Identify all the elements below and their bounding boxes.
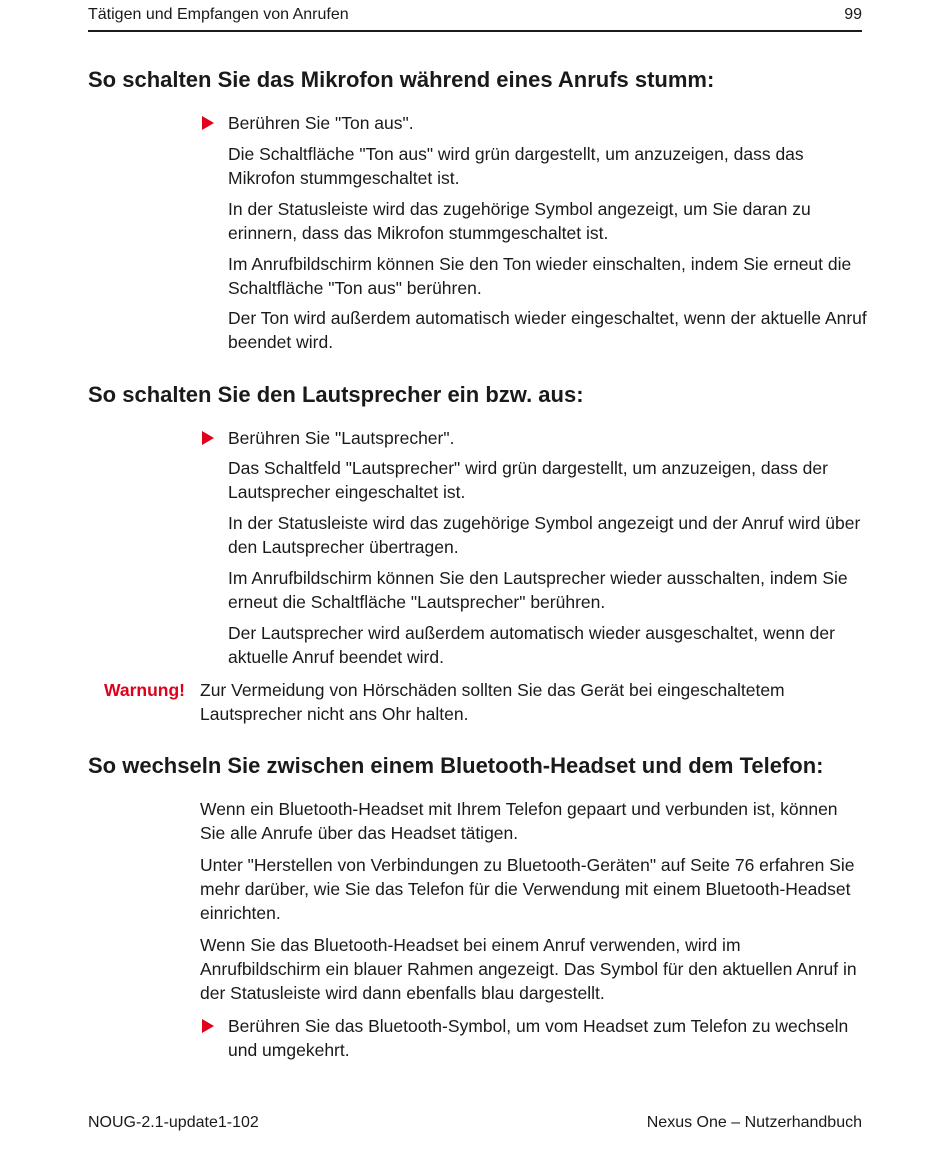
step-bluetooth: Berühren Sie das Bluetooth-Symbol, um vom Headset zum Telefon zu wechseln und umgekehrt. [228,1016,849,1060]
header-chapter-title: Tätigen und Empfangen von Anrufen [88,6,349,23]
paragraph: Wenn Sie das Bluetooth-Headset bei einem Anruf verwenden, wird im Anrufbildschirm ein blauer Rahmen angezeigt. Das Symbol für den aktuellen Anruf in der Statusleiste wird dann ebenfalls blau dargestellt. [200,935,857,1003]
bullet-arrow-icon [202,116,214,130]
bullet-arrow-icon [202,431,214,445]
paragraph: Der Lautsprecher wird außerdem automatisch wieder ausgeschaltet, wenn der aktuelle Anruf beendet wird. [228,623,835,667]
paragraph: Im Anrufbildschirm können Sie den Lautsprecher wieder ausschalten, indem Sie erneut die Schaltfläche "Lautsprecher" berühren. [228,568,848,612]
paragraph: In der Statusleiste wird das zugehörige Symbol angezeigt und der Anruf wird über den Lautsprecher übertragen. [228,513,861,557]
paragraph: Der Ton wird außerdem automatisch wieder eingeschaltet, wenn der aktuelle Anruf beendet wird. [228,308,867,352]
step-mute: Berühren Sie "Ton aus". [228,113,414,133]
step-speaker: Berühren Sie "Lautsprecher". [228,428,455,448]
section-heading-speaker: So schalten Sie den Lautsprecher ein bzw. aus: [88,382,584,407]
section-heading-bluetooth: So wechseln Sie zwischen einem Bluetooth-Headset und dem Telefon: [88,753,824,778]
page-header [88,4,862,32]
header-page-number: 99 [844,6,862,23]
paragraph: Im Anrufbildschirm können Sie den Ton wieder einschalten, indem Sie erneut die Schaltfläche "Ton aus" berühren. [228,254,852,298]
warning-text: Zur Vermeidung von Hörschäden sollten Sie das Gerät bei eingeschaltetem Lautsprecher nicht ans Ohr halten. [200,680,785,724]
paragraph: Das Schaltfeld "Lautsprecher" wird grün dargestellt, um anzuzeigen, dass der Lautsprecher eingeschaltet ist. [228,458,828,502]
paragraph: In der Statusleiste wird das zugehörige Symbol angezeigt, um Sie daran zu erinnern, dass das Mikrofon stummgeschaltet ist. [228,199,811,243]
paragraph: Die Schaltfläche "Ton aus" wird grün dargestellt, um anzuzeigen, dass das Mikrofon stummgeschaltet ist. [228,144,804,188]
footer-doc-id: NOUG-2.1-update1-102 [88,1114,259,1131]
paragraph: Unter "Herstellen von Verbindungen zu Bluetooth-Geräten" auf Seite 76 erfahren Sie mehr darüber, wie Sie das Telefon für die Verwendung mit einem Bluetooth-Headset einrichten. [200,855,855,923]
section-heading-mute: So schalten Sie das Mikrofon während eines Anrufs stumm: [88,67,715,92]
bullet-arrow-icon [202,1019,214,1033]
paragraph: Wenn ein Bluetooth-Headset mit Ihrem Telefon gepaart und verbunden ist, können Sie alle Anrufe über das Headset tätigen. [200,799,838,843]
warning-label: Warnung! [104,680,185,700]
footer-doc-title: Nexus One – Nutzerhandbuch [646,1114,862,1131]
